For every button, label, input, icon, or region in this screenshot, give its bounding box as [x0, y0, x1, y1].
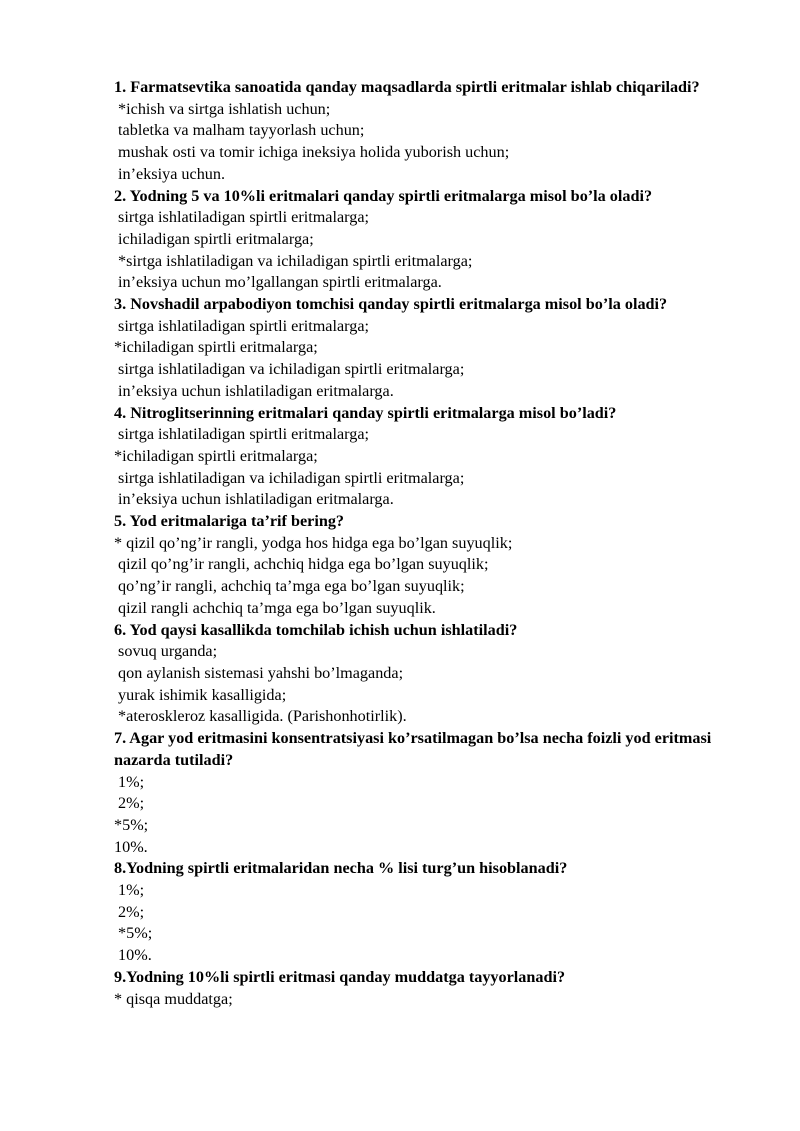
answer-option: 10%.: [114, 837, 148, 856]
answer-option: *ichish va sirtga ishlatish uchun;: [114, 99, 331, 118]
answer-option: * qisqa muddatga;: [114, 989, 233, 1008]
answer-option: in’eksiya uchun ishlatiladigan eritmalarga.: [114, 381, 394, 400]
question-text: 2. Yodning 5 va 10%li eritmalari qanday spirtli eritmalarga misol bo’la oladi?: [114, 186, 653, 205]
question-6: [114, 620, 754, 729]
answer-option: sirtga ishlatiladigan va ichiladigan spirtli eritmalarga;: [114, 468, 465, 487]
answer-option: sirtga ishlatiladigan va ichiladigan spirtli eritmalarga;: [114, 360, 465, 379]
answer-option: *ichiladigan spirtli eritmalarga;: [114, 446, 318, 465]
question-1: [114, 77, 754, 186]
question-text: 1. Farmatsevtika sanoatida qanday maqsadlarda spirtli eritmalar ishlab chiqariladi?: [114, 78, 700, 96]
answer-option: *5%;: [114, 924, 153, 943]
answer-option: * qizil qo’ng’ir rangli, yodga hos hidga ega bo’lgan suyuqlik;: [114, 533, 513, 552]
answer-option: *ichiladigan spirtli eritmalarga;: [114, 338, 318, 357]
answer-option: in’eksiya uchun ishlatiladigan eritmalarga.: [114, 490, 394, 509]
answer-option: mushak osti va tomir ichiga ineksiya holida yuborish uchun;: [114, 143, 510, 162]
question-text: 6. Yod qaysi kasallikda tomchilab ichish uchun ishlatiladi?: [114, 620, 518, 639]
question-text: 5. Yod eritmalariga ta’rif bering?: [114, 512, 345, 531]
answer-option: *5%;: [114, 815, 149, 834]
question-text: 9.Yodning 10%li spirtli eritmasi qanday muddatga tayyorlanadi?: [114, 967, 566, 986]
answer-option: 2%;: [114, 794, 145, 813]
answer-option: in’eksiya uchun mo’lgallangan spirtli eritmalarga.: [114, 273, 442, 292]
question-3: [114, 294, 754, 403]
answer-option: qizil qo’ng’ir rangli, achchiq hidga ega bo’lgan suyuqlik;: [114, 555, 489, 574]
answer-option: *ateroskleroz kasalligida. (Parishonhotirlik).: [114, 707, 407, 726]
question-text: 7. Agar yod eritmasini konsentratsiyasi ko’rsatilmagan bo’lsa necha foizli yod eritmasi nazarda tutiladi?: [114, 729, 712, 769]
answer-option: qizil rangli achchiq ta’mga ega bo’lgan suyuqlik.: [114, 598, 436, 617]
question-2: [114, 186, 754, 295]
question-8: [114, 858, 754, 967]
answer-option: 10%.: [114, 946, 152, 965]
document-page: [114, 77, 754, 1010]
question-text: 4. Nitroglitserinning eritmalari qanday spirtli eritmalarga misol bo’ladi?: [114, 403, 617, 422]
answer-option: tabletka va malham tayyorlash uchun;: [114, 121, 365, 140]
answer-option: 2%;: [114, 902, 145, 921]
question-text: 3. Novshadil arpabodiyon tomchisi qanday spirtli eritmalarga misol bo’la oladi?: [114, 295, 668, 314]
question-7: [114, 728, 754, 858]
answer-option: yurak ishimik kasalligida;: [114, 685, 287, 704]
answer-option: sovuq urganda;: [114, 642, 218, 661]
answer-option: qo’ng’ir rangli, achchiq ta’mga ega bo’lgan suyuqlik;: [114, 577, 465, 596]
answer-option: sirtga ishlatiladigan spirtli eritmalarga;: [114, 208, 370, 227]
question-4: [114, 403, 754, 512]
answer-option: qon aylanish sistemasi yahshi bo’lmaganda;: [114, 663, 404, 682]
question-9: [114, 967, 754, 1010]
answer-option: 1%;: [114, 772, 145, 791]
answer-option: 1%;: [114, 881, 145, 900]
answer-option: sirtga ishlatiladigan spirtli eritmalarga;: [114, 425, 370, 444]
question-5: [114, 511, 754, 620]
question-text: 8.Yodning spirtli eritmalaridan necha % lisi turg’un hisoblanadi?: [114, 859, 568, 878]
answer-option: ichiladigan spirtli eritmalarga;: [114, 229, 314, 248]
answer-option: in’eksiya uchun.: [114, 164, 226, 183]
answer-option: *sirtga ishlatiladigan va ichiladigan spirtli eritmalarga;: [114, 251, 473, 270]
answer-option: sirtga ishlatiladigan spirtli eritmalarga;: [114, 316, 370, 335]
